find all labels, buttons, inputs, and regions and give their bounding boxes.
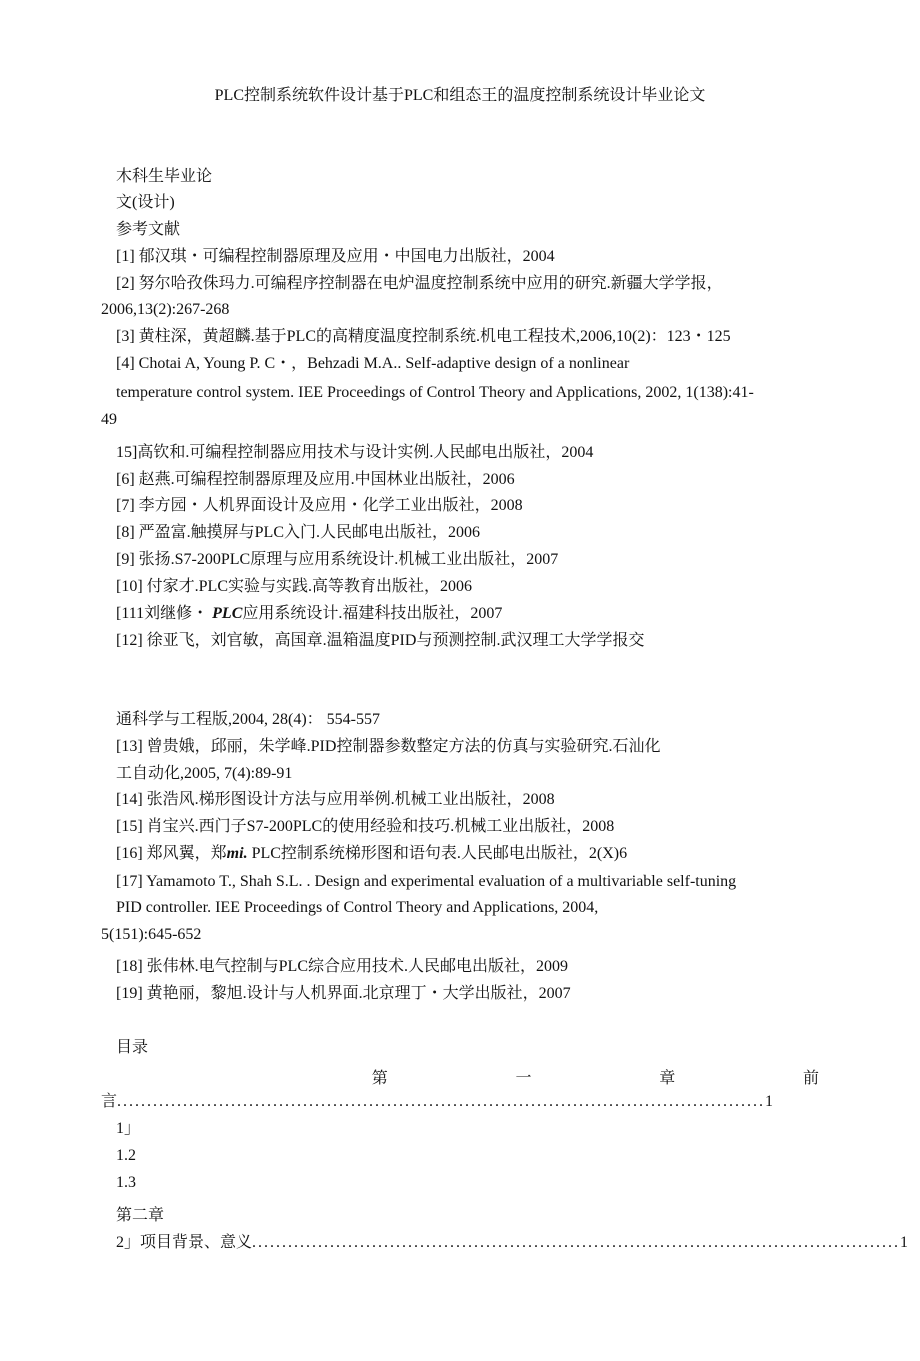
toc-chapter-1-char-3: 章: [659, 1070, 676, 1087]
document-title: PLC控制系统软件设计基于PLC和组态王的温度控制系统设计毕业论文: [214, 87, 706, 104]
toc-leader-dots: ............................................................................................................: [117, 1093, 766, 1110]
references-heading: 参考文献: [116, 221, 181, 238]
reference-9: [9] 张扬.S7-200PLC原理与应用系统设计.机械工业出版社，2007: [116, 551, 559, 568]
reference-13: [13] 曾贵娥，邱丽，朱学峰.PID控制器参数整定方法的仿真与实验研究.石汕化: [116, 738, 661, 755]
toc-chapter-1-char-2: 一: [515, 1070, 532, 1087]
header-line-1: 木科生毕业论: [116, 168, 213, 185]
toc-chapter-1-spread: [101, 1065, 819, 1088]
reference-17-cont2: 5(151):645-652: [101, 926, 202, 943]
reference-15: [15] 肖宝兴.西门子S7-200PLC的使用经验和技巧.机械工业出版社，2008: [116, 818, 615, 835]
reference-4: [4] Chotai A, Young P. C・，Behzadi M.A.. Self-adaptive design of a nonlinear: [116, 355, 630, 372]
reference-7: [7] 李方园・人机界面设计及应用・化学工业出版社，2008: [116, 497, 523, 514]
reference-19: [19] 黄艳丽，黎旭.设计与人机界面.北京理丁・大学出版社，2007: [116, 985, 571, 1002]
reference-2: [2] 努尔哈孜侏玛力.可编程序控制器在电炉温度控制系统中应用的研究.新疆大学学报，: [116, 275, 723, 292]
reference-16-prefix: [16] 郑风翼，郑: [116, 845, 227, 862]
reference-10: [10] 付家才.PLC实验与实践.高等教育出版社，2006: [116, 578, 473, 595]
reference-11-prefix: [111刘继修・: [116, 605, 213, 622]
toc-chapter-2[interactable]: 第二章: [116, 1207, 165, 1224]
header-line-2: 文(设计): [116, 194, 175, 211]
toc-leader-dots-2: ............................................................................................................: [252, 1234, 901, 1251]
reference-17-cont: PID controller. IEE Proceedings of Control Theory and Applications, 2004,: [116, 899, 599, 916]
toc-section-1-3[interactable]: 1.3: [116, 1174, 136, 1191]
reference-5: 15]高钦和.可编程控制器应用技术与设计实例.人民邮电出版社，2004: [116, 444, 594, 461]
reference-11-suffix: 应用系统设计.福建科技出版社，2007: [242, 605, 503, 622]
reference-2-cont: 2006,13(2):267-268: [101, 301, 230, 318]
reference-11-italic: PLC: [212, 605, 243, 622]
toc-chapter-1-line[interactable]: [101, 1092, 774, 1112]
reference-13-cont: 工自动化,2005, 7(4):89-91: [116, 765, 293, 782]
reference-16-suffix: PLC控制系统梯形图和语句表.人民邮电出版社，2(X)6: [247, 845, 628, 862]
reference-8: [8] 严盈富.触摸屏与PLC入门.人民邮电出版社，2006: [116, 524, 481, 541]
reference-11: [116, 604, 502, 624]
toc-chapter-1-char-1: 第: [371, 1070, 388, 1087]
reference-18: [18] 张伟林.电气控制与PLC综合应用技术.人民邮电出版社，2009: [116, 958, 569, 975]
toc-chapter-1-tail: 言: [101, 1093, 118, 1110]
reference-12: [12] 徐亚飞，刘官敏，高国章.温箱温度PID与预测控制.武汉理工大学学报交: [116, 632, 645, 649]
toc-chapter-1-page: 1: [765, 1093, 774, 1110]
toc-section-1-1[interactable]: 1」: [116, 1120, 141, 1137]
toc-section-2-1-page: 1: [900, 1234, 909, 1251]
toc-section-2-1-line[interactable]: [116, 1233, 909, 1253]
reference-4-cont: temperature control system. IEE Proceedings of Control Theory and Applications, 2002, 1(138):41-: [116, 384, 754, 401]
reference-3: [3] 黄柱深，黄超麟.基于PLC的高精度温度控制系统.机电工程技术,2006,10(2)：123・125: [116, 328, 731, 345]
reference-17: [17] Yamamoto T., Shah S.L. . Design and experimental evaluation of a multivariable self-tuning: [116, 873, 737, 890]
reference-1: [1] 郁汉琪・可编程控制器原理及应用・中国电力出版社，2004: [116, 248, 555, 265]
toc-section-2-1: 2」项目背景、意义: [116, 1234, 253, 1251]
toc-heading: 目录: [116, 1039, 149, 1056]
reference-6: [6] 赵燕.可编程控制器原理及应用.中国林业出版社，2006: [116, 471, 515, 488]
reference-4-cont2: 49: [101, 411, 117, 428]
reference-12-cont: 通科学与工程版,2004, 28(4)： 554-557: [116, 711, 380, 728]
reference-16-italic: mi.: [226, 845, 248, 862]
reference-14: [14] 张浩风.梯形图设计方法与应用举例.机械工业出版社，2008: [116, 791, 555, 808]
toc-section-1-2[interactable]: 1.2: [116, 1147, 136, 1164]
reference-16: [116, 844, 627, 864]
toc-chapter-1-char-4: 前: [802, 1070, 819, 1087]
